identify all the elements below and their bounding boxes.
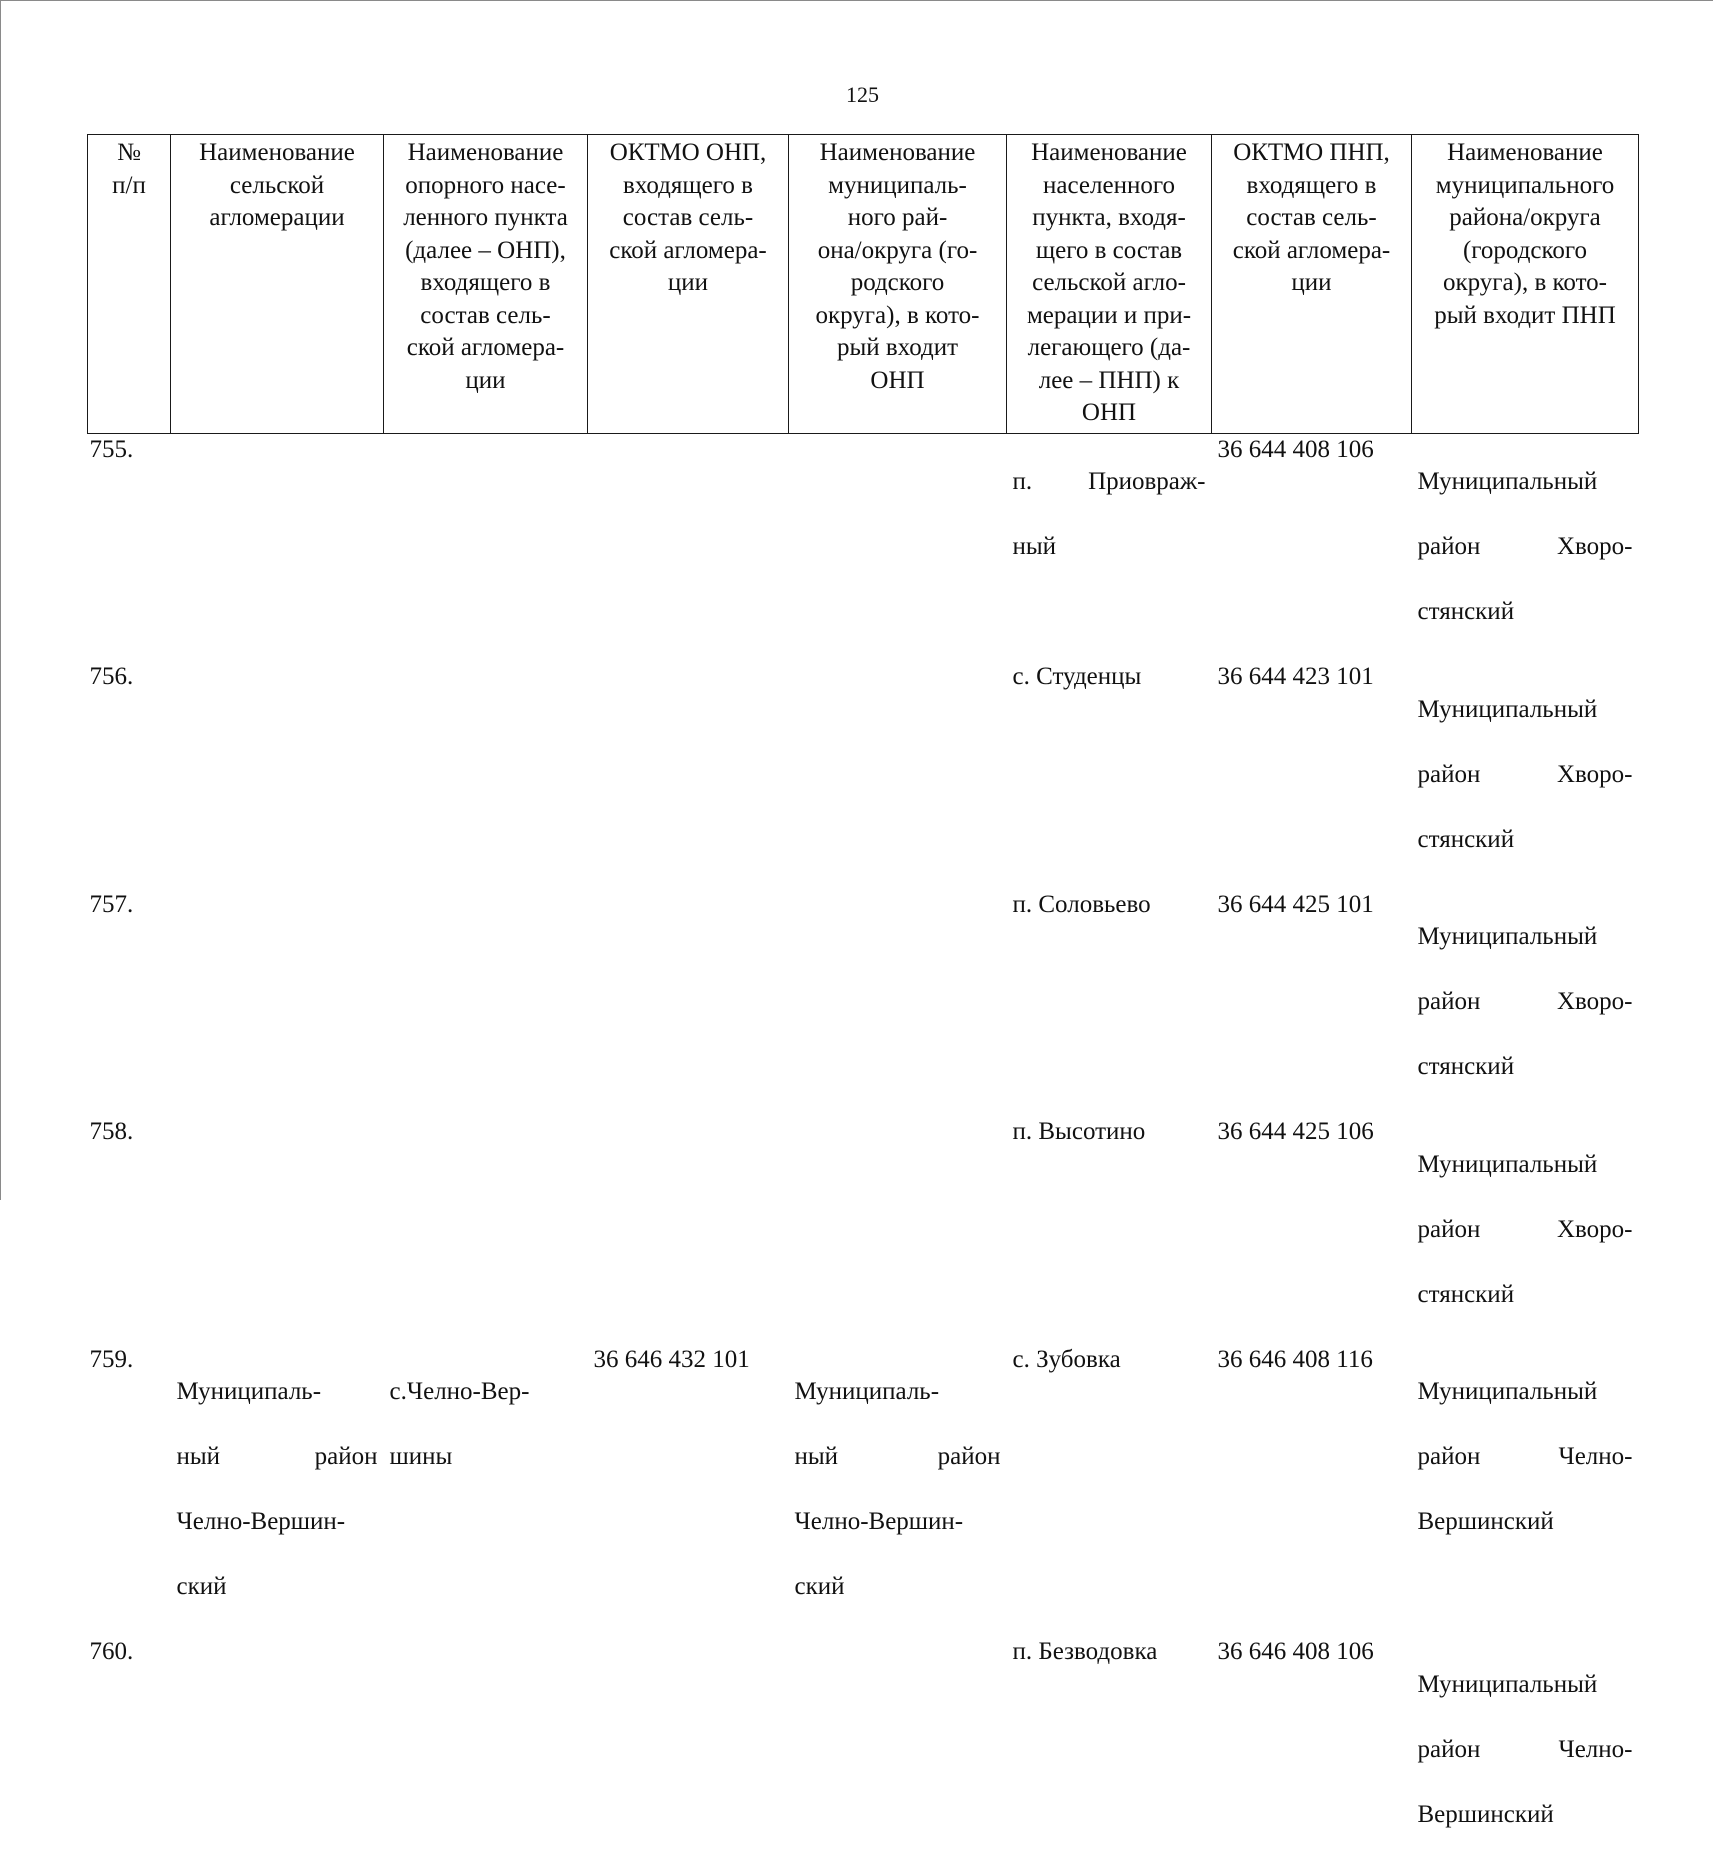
pnp-district-cell: [1412, 661, 1639, 889]
onp-name-cell: [384, 889, 588, 1117]
pnp-district-line: район Хворо-: [1417, 760, 1633, 788]
onp-oktmo-cell: [588, 1636, 789, 1864]
pnp-oktmo-cell: 36 644 408 106: [1217, 435, 1374, 463]
pnp-district-line: район Челно-: [1417, 1735, 1633, 1763]
pnp-district-line: Муниципальный: [1417, 1378, 1598, 1405]
agglomeration-cell: [171, 433, 384, 661]
onp-district-line: Челно-Вершин-: [794, 1508, 964, 1535]
onp-name-cell: [384, 1116, 588, 1344]
onp-name-cell: [384, 661, 588, 889]
header-pnp-district: Наименование муниципального района/округа (городского округа), в кото- рый входит ПНП: [1412, 135, 1639, 434]
header-onp-oktmo: ОКТМО ОНП, входящего в состав сель- ской агломера- ции: [588, 135, 789, 434]
onp-oktmo-cell: [588, 889, 789, 1117]
onp-district-line: Муниципаль-: [794, 1378, 940, 1405]
onp-district-cell: [789, 889, 1007, 1117]
scan-edge-top: [0, 0, 1713, 1]
pnp-name-line: ный: [1012, 533, 1057, 560]
pnp-oktmo-cell: 36 646 408 116: [1217, 1345, 1373, 1373]
pnp-district-line: район Хворо-: [1417, 988, 1633, 1015]
row-number: 757.: [89, 890, 134, 918]
onp-district-line: ный район: [794, 1443, 1001, 1470]
onp-name-cell: [384, 1636, 588, 1864]
agglomeration-cell: [171, 1116, 384, 1344]
agglomeration-cell: [171, 661, 384, 889]
onp-name-line: шины: [389, 1443, 453, 1470]
agglomeration-line: ский: [176, 1573, 227, 1600]
table-row: [88, 661, 1639, 889]
pnp-district-cell: [1412, 889, 1639, 1117]
onp-district-line: ский: [794, 1573, 845, 1600]
pnp-district-line: стянский: [1417, 1053, 1515, 1080]
pnp-district-cell: [1412, 1116, 1639, 1344]
pnp-name-cell: с. Студенцы: [1012, 663, 1142, 690]
pnp-oktmo-cell: 36 646 408 106: [1217, 1638, 1374, 1665]
agglomeration-line: ный район: [176, 1443, 378, 1470]
page-number: 125: [846, 82, 879, 107]
onp-district-cell: [789, 433, 1007, 661]
agglomeration-cell: [171, 889, 384, 1117]
pnp-name-cell: п. Безводовка: [1012, 1638, 1158, 1665]
onp-district-cell: [789, 1636, 1007, 1864]
onp-district-cell: [789, 1344, 1007, 1637]
header-pnp-oktmo: ОКТМО ПНП, входящего в состав сель- ской агломера- ции: [1212, 135, 1412, 434]
row-number: 755.: [89, 435, 134, 463]
header-pnp-name: Наименование населенного пункта, входя- щего в состав сельской агло- мерации и при- легающего (да- лее – ПНП) к ОНП: [1007, 135, 1212, 434]
pnp-district-line: Вершинский: [1417, 1800, 1554, 1828]
onp-name-cell: [384, 1344, 588, 1637]
table-row: [88, 1344, 1639, 1637]
onp-oktmo-cell: [588, 661, 789, 889]
onp-name-cell: [384, 433, 588, 661]
table-body: [88, 433, 1639, 1864]
onp-oktmo-cell: [588, 433, 789, 661]
header-onp-name: Наименование опорного насе- ленного пункта (далее – ОНП), входящего в состав сель- ской агломера- ции: [384, 135, 588, 434]
pnp-district-line: стянский: [1417, 825, 1515, 853]
pnp-district-cell: [1412, 1344, 1639, 1637]
table-row: [88, 433, 1639, 661]
pnp-name-cell: п. Соловьево: [1012, 890, 1151, 918]
agglomeration-cell: [171, 1636, 384, 1864]
agglomeration-line: Муниципаль-: [176, 1378, 322, 1405]
header-agglomeration-name: Наименование сельской агломерации: [171, 135, 384, 434]
pnp-district-cell: [1412, 433, 1639, 661]
onp-oktmo-cell: 36 646 432 101: [593, 1345, 750, 1373]
pnp-oktmo-cell: 36 644 423 101: [1217, 663, 1374, 690]
onp-name-line: с.Челно-Вер-: [389, 1378, 530, 1405]
pnp-name-cell: с. Зубовка: [1012, 1345, 1121, 1373]
pnp-district-line: Муниципальный: [1417, 695, 1598, 723]
pnp-district-line: Муниципальный: [1417, 1150, 1598, 1178]
table-header: [88, 135, 1639, 434]
agglomeration-line: Челно-Вершин-: [176, 1508, 346, 1535]
row-number: 758.: [89, 1118, 134, 1145]
settlements-table: [87, 134, 1639, 1864]
table-row: [88, 1116, 1639, 1344]
header-row: [88, 135, 1639, 434]
pnp-oktmo-cell: 36 644 425 106: [1217, 1118, 1374, 1145]
pnp-name-cell: п. Высотино: [1012, 1118, 1146, 1145]
onp-district-cell: [789, 1116, 1007, 1344]
header-number: № п/п: [88, 135, 171, 434]
pnp-district-line: Муниципальный: [1417, 468, 1598, 495]
row-number: 760.: [89, 1638, 134, 1665]
table-row: [88, 1636, 1639, 1864]
onp-district-cell: [789, 661, 1007, 889]
header-onp-district: Наименование муниципаль- ного рай- она/округа (го- родского округа), в кото- рый входит ОНП: [789, 135, 1007, 434]
pnp-district-line: стянский: [1417, 598, 1515, 625]
pnp-district-line: район Хворо-: [1417, 533, 1633, 560]
row-number: 756.: [89, 663, 134, 690]
pnp-name-cell: [1007, 433, 1212, 661]
pnp-district-cell: [1412, 1636, 1639, 1864]
scan-edge-left: [0, 0, 1, 1200]
pnp-district-line: Вершинский: [1417, 1508, 1554, 1535]
pnp-oktmo-cell: 36 644 425 101: [1217, 890, 1374, 918]
table-row: [88, 889, 1639, 1117]
agglomeration-cell: [171, 1344, 384, 1637]
pnp-district-line: стянский: [1417, 1280, 1515, 1308]
pnp-district-line: район Хворо-: [1417, 1215, 1633, 1243]
pnp-district-line: район Челно-: [1417, 1443, 1633, 1470]
onp-oktmo-cell: [588, 1116, 789, 1344]
row-number: 759.: [89, 1345, 134, 1373]
pnp-district-line: Муниципальный: [1417, 923, 1598, 950]
pnp-district-line: Муниципальный: [1417, 1670, 1598, 1698]
pnp-name-line: п. Приовраж-: [1012, 468, 1206, 495]
